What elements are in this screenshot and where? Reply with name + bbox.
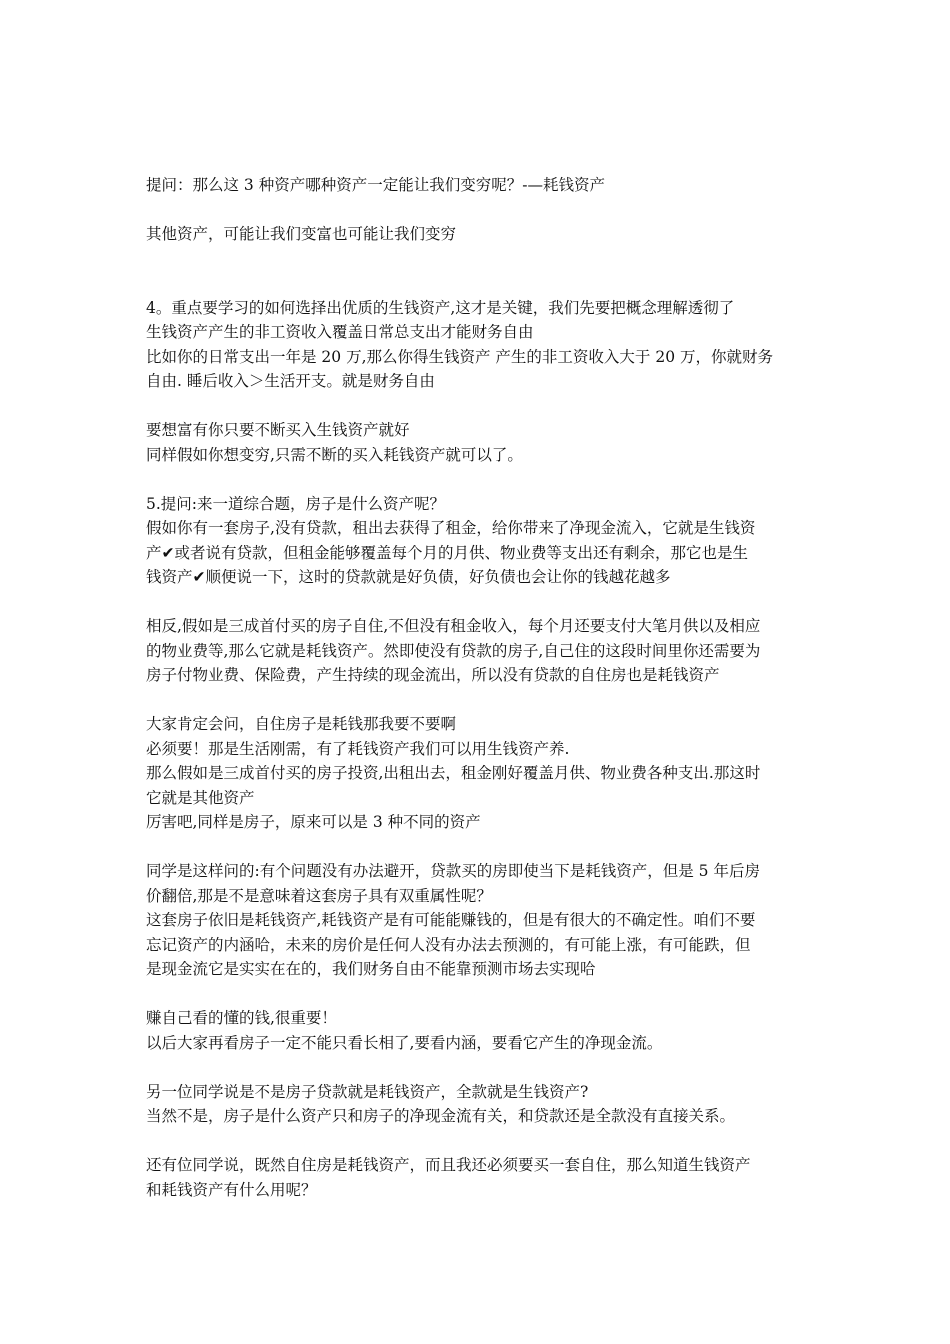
paragraph-point-5-house bbox=[146, 492, 811, 590]
text-line: 比如你的日常支出一年是 20 万,那么你得生钱资产 产生的非工资收入大于 20 万，你就财务 bbox=[146, 347, 774, 366]
text-line: 同学是这样问的:有个问题没有办法避开，贷款买的房即使当下是耗钱资产，但是 5 年后房 bbox=[146, 862, 760, 880]
paragraph-understand-money bbox=[146, 1006, 811, 1055]
text-line: 4。重点要学习的如何选择出优质的生钱资产,这才是关键，我们先要把概念理解透彻了 bbox=[146, 298, 735, 317]
text-line: 忘记资产的内涵哈，未来的房价是任何人没有办法去预测的，有可能上涨，有可能跌，但 bbox=[146, 935, 751, 954]
text-line: 赚自己看的懂的钱,很重要！ bbox=[146, 1009, 337, 1027]
paragraph-gap bbox=[146, 394, 811, 419]
text-line: 要想富有你只要不断买入生钱资产就好 bbox=[146, 421, 410, 439]
paragraph-gap bbox=[146, 467, 811, 492]
text-line: 的物业费等,那么它就是耗钱资产。然即使没有贷款的房子,自己住的这段时间里你还需要为 bbox=[146, 641, 761, 660]
paragraph-question-3-assets bbox=[146, 173, 811, 198]
text-line: 另一位同学说是不是房子贷款就是耗钱资产，全款就是生钱资产? bbox=[146, 1082, 589, 1101]
paragraph-gap bbox=[146, 982, 811, 1007]
paragraph-loan-question bbox=[146, 1080, 811, 1129]
paragraph-gap bbox=[146, 590, 811, 615]
paragraph-self-occupied bbox=[146, 614, 811, 688]
text-line: 这套房子依旧是耗钱资产,耗钱资产是有可能能赚钱的，但是有很大的不确定性。咱们不要 bbox=[146, 911, 756, 929]
text-line: 当然不是，房子是什么资产只和房子的净现金流有关，和贷款还是全款没有直接关系。 bbox=[146, 1107, 736, 1125]
text-line: 钱资产✔顺便说一下，这时的贷款就是好负债，好负债也会让你的钱越花越多 bbox=[146, 568, 671, 586]
text-line: 相反,假如是三成首付买的房子自住,不但没有租金收入，每个月还要支付大笔月供以及相应 bbox=[146, 617, 761, 635]
paragraph-gap bbox=[146, 688, 811, 713]
paragraph-gap bbox=[146, 1055, 811, 1080]
text-line: 5.提问:来一道综合题，房子是什么资产呢？ bbox=[146, 494, 446, 513]
text-line: 生钱资产产生的非工资收入覆盖日常总支出才能财务自由 bbox=[146, 323, 534, 341]
text-line: 和耗钱资产有什么用呢？ bbox=[146, 1180, 317, 1199]
paragraph-gap bbox=[146, 198, 811, 223]
text-line: 以后大家再看房子一定不能只看长相了,要看内涵，要看它产生的净现金流。 bbox=[146, 1033, 663, 1052]
paragraph-gap bbox=[146, 247, 811, 296]
paragraph-student-question bbox=[146, 859, 811, 982]
text-line: 自由. 睡后收入＞生活开支。就是财务自由 bbox=[146, 372, 435, 390]
paragraph-final-question bbox=[146, 1153, 811, 1202]
text-line: 价翻倍,那是不是意味着这套房子具有双重属性呢？ bbox=[146, 886, 492, 905]
text-line: 假如你有一套房子,没有贷款，租出去获得了租金，给你带来了净现金流入，它就是生钱资 bbox=[146, 519, 756, 537]
paragraph-need-house bbox=[146, 712, 811, 835]
text-line: 它就是其他资产 bbox=[146, 788, 255, 807]
text-line: 是现金流它是实实在在的，我们财务自由不能靠预测市场去实现哈 bbox=[146, 960, 596, 978]
text-line: 还有位同学说，既然自住房是耗钱资产，而且我还必须要买一套自住，那么知道生钱资产 bbox=[146, 1156, 751, 1174]
text-line: 提问：那么这 3 种资产哪种资产一定能让我们变穷呢？-—耗钱资产 bbox=[146, 176, 605, 194]
text-line: 大家肯定会问，自住房子是耗钱那我要不要啊 bbox=[146, 715, 457, 733]
paragraph-gap bbox=[146, 1129, 811, 1154]
text-line: 那么假如是三成首付买的房子投资,出租出去，租金刚好覆盖月供、物业费各种支出.那这时 bbox=[146, 764, 761, 782]
text-line: 产✔或者说有贷款，但租金能够覆盖每个月的月供、物业费等支出还有剩余，那它也是生 bbox=[146, 543, 748, 562]
text-line: 必须要！那是生活刚需，有了耗钱资产我们可以用生钱资产养. bbox=[146, 739, 570, 758]
paragraph-other-assets bbox=[146, 222, 811, 247]
paragraph-point-4 bbox=[146, 296, 811, 394]
text-line: 厉害吧,同样是房子，原来可以是 3 种不同的资产 bbox=[146, 813, 481, 831]
paragraph-get-rich bbox=[146, 418, 811, 467]
paragraph-gap bbox=[146, 835, 811, 860]
text-line: 同样假如你想变穷,只需不断的买入耗钱资产就可以了。 bbox=[146, 445, 523, 464]
document-page bbox=[146, 173, 811, 1202]
text-line: 房子付物业费、保险费，产生持续的现金流出，所以没有贷款的自住房也是耗钱资产 bbox=[146, 666, 720, 684]
text-line: 其他资产，可能让我们变富也可能让我们变穷 bbox=[146, 225, 457, 243]
